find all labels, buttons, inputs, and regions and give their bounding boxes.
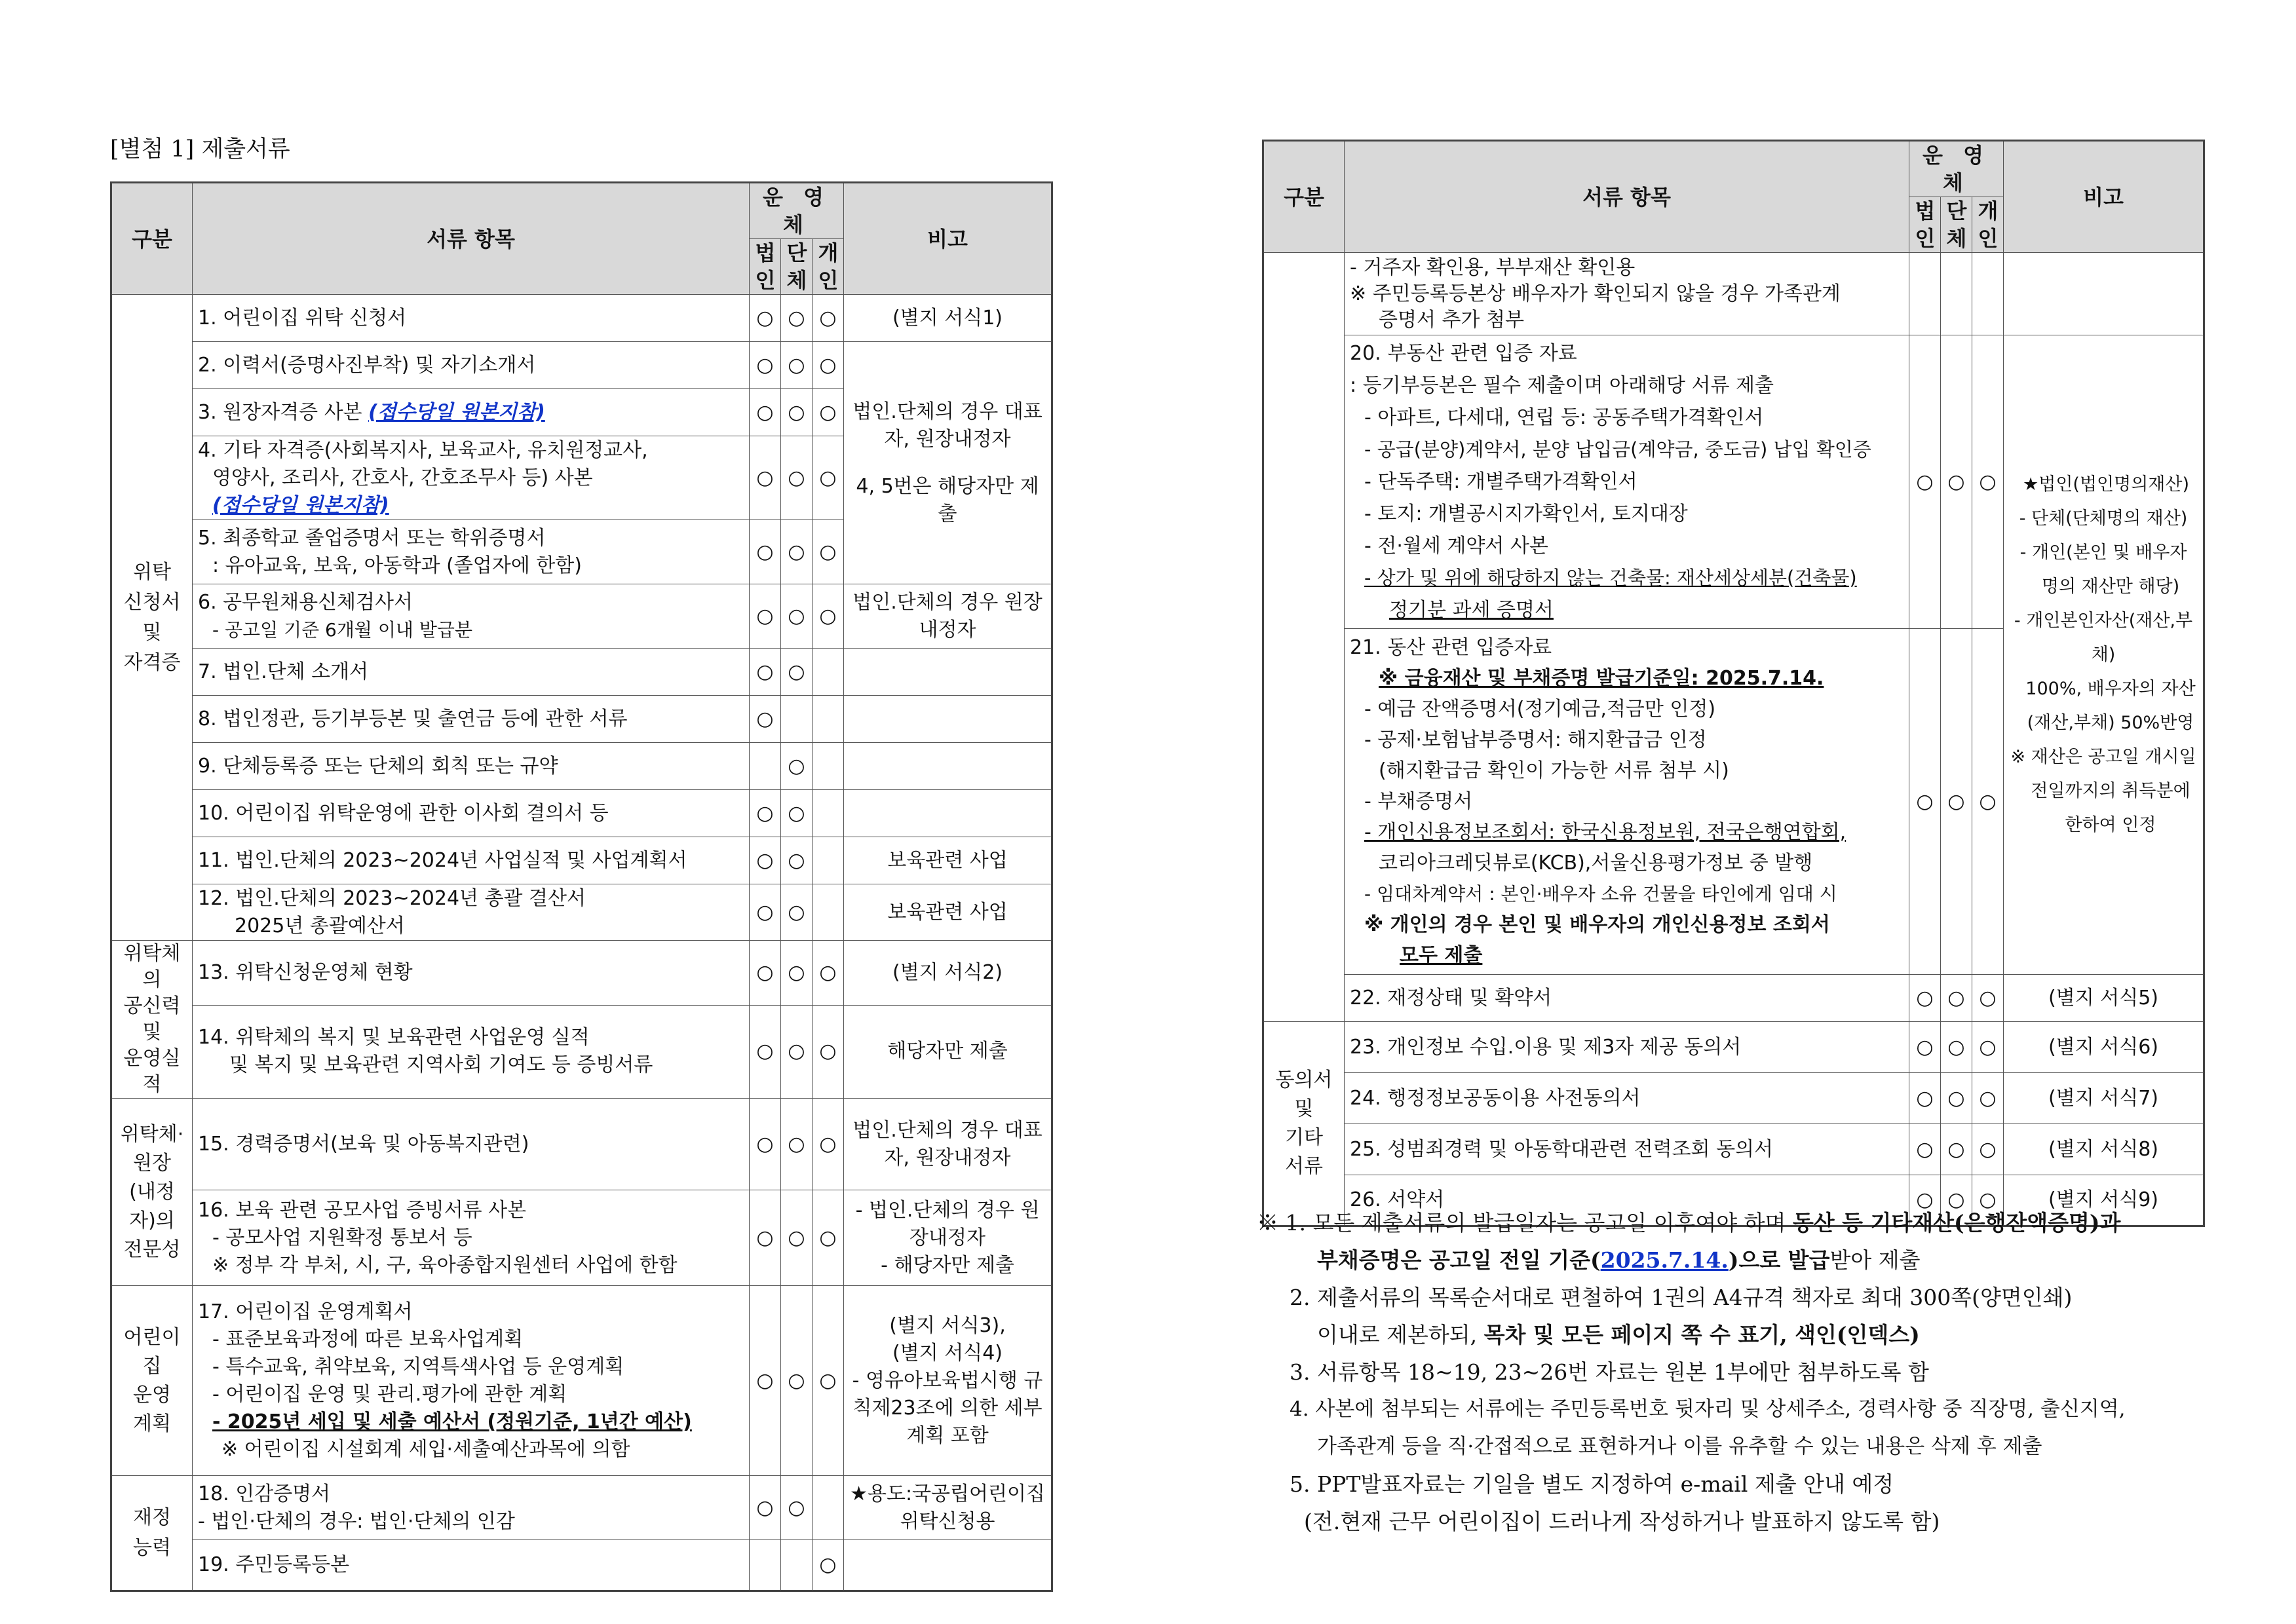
note-cell — [844, 649, 1052, 696]
item-cell: 15. 경력증명서(보육 및 아동복지관련) — [193, 1099, 750, 1190]
right-document-table — [1262, 140, 2205, 1227]
note-text: 4, 5번은 해당자만 제출 — [856, 474, 1039, 525]
category-cell: 동의서 및 기타 서류 — [1263, 1022, 1345, 1226]
mark-corp: ○ — [750, 295, 781, 342]
mark-corp: ○ — [750, 342, 781, 389]
note-text: 법인.단체의 경우 대표자, 원장내정자 — [852, 400, 1043, 451]
note-cell: (별지 서식3), (별지 서식4) - 영유아보육법시행 규칙제23조에 의한 세부계획 포함 — [844, 1286, 1052, 1476]
mark-person — [1972, 253, 2004, 335]
item-cell: 18. 인감증명서 - 법인·단체의 경우: 법인·단체의 인감 — [193, 1476, 750, 1540]
header-item: 서류 항목 — [1345, 141, 1909, 253]
original-required-note: (접수당일 원본지참) — [212, 493, 389, 517]
table-row — [111, 584, 1052, 649]
mark-group: ○ — [781, 649, 813, 696]
note-cell: (별지 서식7) — [2004, 1073, 2204, 1124]
note-cell: 보육관련 사업 — [844, 884, 1052, 941]
header-op-corp: 법인 — [1909, 197, 1941, 253]
mark-corp: ○ — [750, 941, 781, 1006]
note-cell: (별지 서식1) — [844, 295, 1052, 342]
note-cell — [844, 342, 1052, 584]
header-operator: 운 영 체 — [750, 183, 844, 239]
item-cell: 14. 위탁체의 복지 및 보육관련 사업운영 실적 및 복지 및 보육관련 지역사회 기여도 등 증빙서류 — [193, 1005, 750, 1098]
footnote-4-cont: 가족관계 등을 직·간접적으로 표현하거나 이를 유추할 수 있는 내용은 삭제 후 제출 — [1317, 1435, 2042, 1458]
mark-person: ○ — [1972, 1022, 2004, 1073]
mark-corp: ○ — [1909, 335, 1941, 629]
mark-person: ○ — [1972, 335, 2004, 629]
note-cell: ★용도:국공립어린이집 위탁신청용 — [844, 1476, 1052, 1540]
item-cell: 4. 기타 자격증(사회복지사, 보육교사, 유치원정교사, 영양사, 조리사, 간호사, 간호조무사 등) 사본 (접수당일 원본지참) — [193, 436, 750, 520]
mark-person — [813, 649, 844, 696]
table-row — [1263, 253, 2204, 335]
table-row — [111, 884, 1052, 941]
mark-group — [781, 696, 813, 743]
mark-group: ○ — [781, 941, 813, 1006]
table-row — [111, 649, 1052, 696]
item-cell: 20. 부동산 관련 입증 자료 : 등기부등본은 필수 제출이며 아래해당 서류 제출 - 아파트, 다세대, 연립 등: 공동주택가격확인서 - 공급(분양)계약서, 분양 납입금(계약금, 중도금) 납입 확인증 - 단독주택: 개별주택가격확인서 - 토지: 개별공시지가확인서, 토지대장 - 전·월세 계약서 사본 - 상가 및 위에 해당하지 않는 건축물: 재산세상세분(건축물) 정기분 과세 증명서 — [1345, 335, 1909, 629]
mark-group: ○ — [781, 295, 813, 342]
mark-group: ○ — [781, 584, 813, 649]
asset-note-line: 명의 재산만 해당) — [2041, 576, 2180, 597]
category-cell: 어린이집 운영 계획 — [111, 1286, 193, 1476]
item-cell: 26. 서약서 — [1345, 1175, 1909, 1226]
footnote-2-cont: 이내로 제본하되, 목차 및 모든 페이지 쪽 수 표기, 색인(인덱스) — [1317, 1322, 1920, 1348]
item-cell: 17. 어린이집 운영계획서 - 표준보육과정에 따른 보육사업계획 - 특수교육, 취약보육, 지역특색사업 등 운영계획 - 어린이집 운영 및 관리.평가에 관한 계획 - 2025년 세입 및 세출 예산서 (정원기준, 1년간 예산) ※ 어린이집 시설회계 세입·세출예산과목에 의함 — [193, 1286, 750, 1476]
note-cell: - 법인.단체의 경우 원장내정자 - 해당자만 제출 — [844, 1190, 1052, 1286]
mark-corp — [750, 743, 781, 790]
mark-corp: ○ — [750, 1476, 781, 1540]
footnote-1: ※ 1. 모든 제출서류의 발급일자는 공고일 이후여야 하며 동산 등 기타재산(은행잔액증명)과 — [1257, 1210, 2121, 1236]
mark-corp: ○ — [1909, 1022, 1941, 1073]
asset-note-line: 100%, 배우자의 자산 — [2025, 678, 2196, 699]
mark-group: ○ — [1941, 975, 1972, 1022]
table-row — [111, 295, 1052, 342]
mark-corp: ○ — [1909, 1175, 1941, 1226]
item-cell: 5. 최종학교 졸업증명서 또는 학위증명서 : 유아교육, 보육, 아동학과 (졸업자에 한함) — [193, 520, 750, 584]
item-cell: 2. 이력서(증명사진부착) 및 자기소개서 — [193, 342, 750, 389]
original-required-note: (접수당일 원본지참) — [368, 400, 545, 424]
mark-person: ○ — [813, 389, 844, 436]
mark-group: ○ — [781, 389, 813, 436]
item-cell: 8. 법인정관, 등기부등본 및 출연금 등에 관한 서류 — [193, 696, 750, 743]
note-cell: (별지 서식5) — [2004, 975, 2204, 1022]
table-row — [111, 1540, 1052, 1591]
table-row — [111, 941, 1052, 1006]
mark-group: ○ — [781, 743, 813, 790]
header-op-group: 단체 — [781, 239, 813, 295]
note-cell: 보육관련 사업 — [844, 837, 1052, 884]
mark-person: ○ — [1972, 1175, 2004, 1226]
header-op-corp: 법인 — [750, 239, 781, 295]
left-document-table — [110, 181, 1053, 1592]
mark-corp: ○ — [750, 837, 781, 884]
footnote-3: 3. 서류항목 18~19, 23~26번 자료는 원본 1부에만 첨부하도록 함 — [1290, 1359, 1929, 1385]
mark-corp: ○ — [1909, 975, 1941, 1022]
table-row — [111, 696, 1052, 743]
footnote-2: 2. 제출서류의 목록순서대로 편철하여 1권의 A4규격 책자로 최대 300쪽(양면인쇄) — [1290, 1285, 2073, 1310]
mark-corp — [750, 1540, 781, 1591]
mark-group: ○ — [781, 342, 813, 389]
note-cell: (별지 서식2) — [844, 941, 1052, 1006]
mark-corp: ○ — [750, 1286, 781, 1476]
table-row — [111, 837, 1052, 884]
mark-group: ○ — [1941, 1124, 1972, 1175]
table-row — [1263, 1124, 2204, 1175]
note-cell — [844, 1540, 1052, 1591]
mark-corp: ○ — [750, 1099, 781, 1190]
mark-person: ○ — [813, 1540, 844, 1591]
mark-group: ○ — [1941, 335, 1972, 629]
category-cell — [1263, 253, 1345, 1022]
footnotes — [1257, 1204, 2213, 1540]
header-note: 비고 — [844, 183, 1052, 295]
note-cell: (별지 서식6) — [2004, 1022, 2204, 1073]
table-row — [111, 1476, 1052, 1540]
asset-note-line: ※ 재산은 공고일 개시일 — [2010, 746, 2196, 767]
item-cell: 6. 공무원채용신체검사서 - 공고일 기준 6개월 이내 발급분 — [193, 584, 750, 649]
category-cell: 위탁 신청서 및 자격증 — [111, 295, 193, 941]
note-cell — [844, 696, 1052, 743]
mark-person — [813, 696, 844, 743]
mark-person: ○ — [813, 1286, 844, 1476]
mark-group: ○ — [781, 520, 813, 584]
note-cell: 법인.단체의 경우 대표자, 원장내정자 — [844, 1099, 1052, 1190]
mark-person — [813, 884, 844, 941]
mark-corp: ○ — [750, 1005, 781, 1098]
mark-person — [813, 790, 844, 837]
footnote-5: 5. PPT발표자료는 기일을 별도 지정하여 e-mail 제출 안내 예정 — [1290, 1471, 1894, 1497]
note-cell — [844, 743, 1052, 790]
mark-group: ○ — [1941, 629, 1972, 975]
table-row — [111, 743, 1052, 790]
note-cell: (별지 서식9) — [2004, 1175, 2204, 1226]
mark-corp: ○ — [750, 389, 781, 436]
note-cell — [2004, 253, 2204, 335]
item-cell: 13. 위탁신청운영체 현황 — [193, 941, 750, 1006]
table-row — [111, 1286, 1052, 1476]
mark-corp: ○ — [750, 584, 781, 649]
mark-person: ○ — [813, 1005, 844, 1098]
mark-person: ○ — [813, 295, 844, 342]
asset-note-line: (재산,부채) 50%반영 — [2027, 712, 2194, 733]
mark-corp: ○ — [750, 1190, 781, 1286]
header-item: 서류 항목 — [193, 183, 750, 295]
mark-group: ○ — [781, 1286, 813, 1476]
table-row — [1263, 975, 2204, 1022]
item-cell: 7. 법인.단체 소개서 — [193, 649, 750, 696]
mark-person — [813, 743, 844, 790]
mark-group: ○ — [1941, 1175, 1972, 1226]
mark-corp: ○ — [750, 790, 781, 837]
mark-corp: ○ — [750, 696, 781, 743]
asset-note-line: 전일까지의 취득분에 — [2031, 780, 2191, 801]
table-row — [111, 342, 1052, 389]
mark-person: ○ — [813, 584, 844, 649]
mark-person: ○ — [1972, 1073, 2004, 1124]
mark-corp — [1909, 253, 1941, 335]
mark-corp: ○ — [750, 520, 781, 584]
header-note: 비고 — [2004, 141, 2204, 253]
page-title: [별첨 1] 제출서류 — [110, 136, 290, 162]
mark-person: ○ — [813, 941, 844, 1006]
header-op-person: 개인 — [1972, 197, 2004, 253]
item-cell: 9. 단체등록증 또는 단체의 회칙 또는 규약 — [193, 743, 750, 790]
note-cell — [2004, 335, 2204, 975]
note-cell: 해당자만 제출 — [844, 1005, 1052, 1098]
item-cell: 19. 주민등록등본 — [193, 1540, 750, 1591]
item-cell: 3. 원장자격증 사본 (접수당일 원본지참) — [193, 389, 750, 436]
mark-group: ○ — [1941, 1073, 1972, 1124]
mark-group: ○ — [781, 790, 813, 837]
footnote-4: 4. 사본에 첨부되는 서류에는 주민등록번호 뒷자리 및 상세주소, 경력사항 중 직장명, 출신지역, — [1290, 1397, 2126, 1421]
table-row — [111, 1005, 1052, 1098]
item-cell: 11. 법인.단체의 2023~2024년 사업실적 및 사업계획서 — [193, 837, 750, 884]
asset-note-list — [2008, 468, 2199, 842]
header-op-person: 개인 — [813, 239, 844, 295]
asset-note-line: - 개인본인자산(재산,부채) — [2014, 610, 2193, 665]
item-cell: 23. 개인정보 수입.이용 및 제3자 제공 동의서 — [1345, 1022, 1909, 1073]
category-cell: 재정 능력 — [111, 1476, 193, 1591]
mark-group: ○ — [781, 837, 813, 884]
mark-group: ○ — [1941, 1022, 1972, 1073]
category-cell: 위탁체· 원장 (내정자)의 전문성 — [111, 1099, 193, 1286]
mark-corp: ○ — [750, 884, 781, 941]
category-cell: 위탁체의 공신력 및 운영실적 — [111, 941, 193, 1099]
table-row — [1263, 1022, 2204, 1073]
mark-person: ○ — [813, 342, 844, 389]
mark-person: ○ — [813, 520, 844, 584]
asset-note-line: ★법인(법인명의재산) — [2023, 474, 2189, 495]
mark-person — [813, 1476, 844, 1540]
mark-person: ○ — [1972, 1124, 2004, 1175]
mark-person: ○ — [1972, 975, 2004, 1022]
item-cell: 22. 재정상태 및 확약서 — [1345, 975, 1909, 1022]
footnote-1-cont: 부채증명은 공고일 전일 기준(2025.7.14.)으로 발급받아 제출 — [1317, 1247, 1921, 1273]
table-row — [1263, 1073, 2204, 1124]
mark-corp: ○ — [750, 649, 781, 696]
item-cell: 1. 어린이집 위탁 신청서 — [193, 295, 750, 342]
header-category: 구분 — [1263, 141, 1345, 253]
item-cell: - 거주자 확인용, 부부재산 확인용 ※ 주민등록등본상 배우자가 확인되지 않을 경우 가족관계 증명서 추가 첨부 — [1345, 253, 1909, 335]
mark-group: ○ — [781, 884, 813, 941]
mark-corp: ○ — [1909, 1124, 1941, 1175]
table-row — [111, 790, 1052, 837]
mark-corp: ○ — [1909, 1073, 1941, 1124]
mark-group — [781, 1540, 813, 1591]
mark-group — [1941, 253, 1972, 335]
mark-group: ○ — [781, 1005, 813, 1098]
mark-person: ○ — [813, 1099, 844, 1190]
header-op-group: 단체 — [1941, 197, 1972, 253]
mark-corp: ○ — [1909, 629, 1941, 975]
item-cell: 25. 성범죄경력 및 아동학대관련 전력조회 동의서 — [1345, 1124, 1909, 1175]
mark-group: ○ — [781, 1476, 813, 1540]
asset-note-line: - 개인(본인 및 배우자 — [2019, 542, 2187, 563]
mark-group: ○ — [781, 1190, 813, 1286]
footnote-5-cont: (전.현재 근무 어린이집이 드러나게 작성하거나 발표하지 않도록 함) — [1304, 1509, 1940, 1534]
item-cell: 21. 동산 관련 입증자료 ※ 금융재산 및 부채증명 발급기준일: 2025.7.14. - 예금 잔액증명서(정기예금,적금만 인정) - 공제·보험납부증명서: 해지환급금 인정 (해지환급금 확인이 가능한 서류 첨부 시) - 부채증명서 - 개인신용정보조회서: 한국신용정보원, 전국은행연합회, 코리아크레딧뷰로(KCB),서울신용평가정보 중 발행 - 임대차계약서 : 본인·배우자 소유 건물을 타인에게 임대 시 ※ 개인의 경우 본인 및 배우자의 개인신용정보 조회서 모두 제출 — [1345, 629, 1909, 975]
asset-note-line: 한하여 인정 — [2065, 814, 2156, 835]
mark-person: ○ — [1972, 629, 2004, 975]
mark-person — [813, 837, 844, 884]
item-cell: 24. 행정정보공동이용 사전동의서 — [1345, 1073, 1909, 1124]
note-cell: (별지 서식8) — [2004, 1124, 2204, 1175]
item-cell: 10. 어린이집 위탁운영에 관한 이사회 결의서 등 — [193, 790, 750, 837]
table-row — [111, 1190, 1052, 1286]
note-cell: 법인.단체의 경우 원장내정자 — [844, 584, 1052, 649]
table-row — [1263, 335, 2204, 629]
mark-person: ○ — [813, 1190, 844, 1286]
item-cell: 16. 보육 관련 공모사업 증빙서류 사본 - 공모사업 지원확정 통보서 등 ※ 정부 각 부처, 시, 구, 육아종합지원센터 사업에 한함 — [193, 1190, 750, 1286]
note-cell — [844, 790, 1052, 837]
header-operator: 운 영 체 — [1909, 141, 2004, 197]
asset-note-line: - 단체(단체명의 재산) — [2019, 508, 2188, 529]
header-category: 구분 — [111, 183, 193, 295]
item-cell: 12. 법인.단체의 2023~2024년 총괄 결산서 2025년 총괄예산서 — [193, 884, 750, 941]
mark-person: ○ — [813, 436, 844, 520]
mark-group: ○ — [781, 436, 813, 520]
mark-group: ○ — [781, 1099, 813, 1190]
table-row — [111, 1099, 1052, 1190]
mark-corp: ○ — [750, 436, 781, 520]
